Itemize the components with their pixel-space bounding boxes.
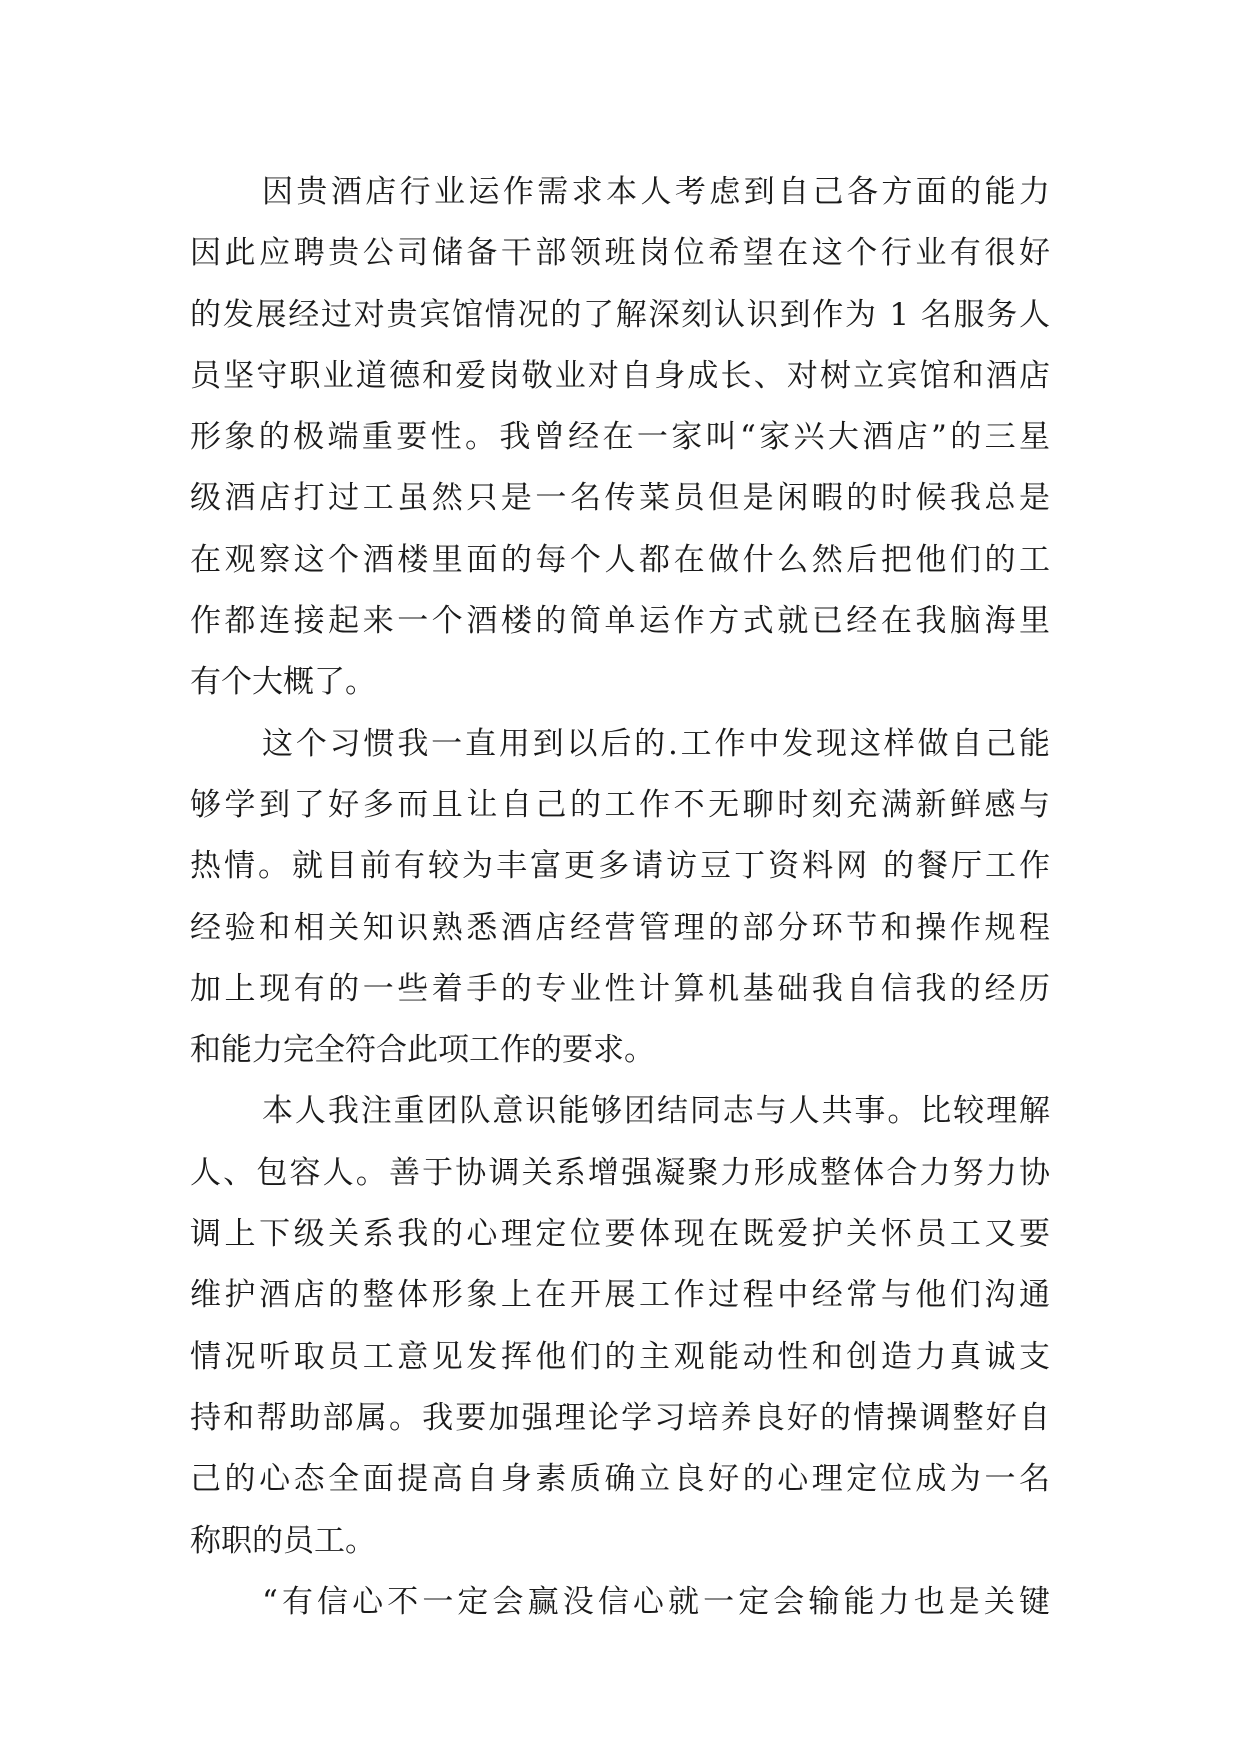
text-line: 在观察这个酒楼里面的每个人都在做什么然后把他们的工 bbox=[190, 541, 1050, 578]
text-line: 和能力完全符合此项工作的要求。 bbox=[190, 1032, 655, 1069]
text-line: 人、包容人。善于协调关系增强凝聚力形成整体合力努力协 bbox=[190, 1154, 1050, 1191]
text-line: 称职的员工。 bbox=[190, 1522, 376, 1559]
text-line: “有信心不一定会赢没信心就一定会输能力也是关键 bbox=[262, 1583, 1050, 1620]
text-line: 员坚守职业道德和爱岗敬业对自身成长、对树立宾馆和酒店 bbox=[190, 357, 1050, 394]
text-line: 本人我注重团队意识能够团结同志与人共事。比较理解 bbox=[262, 1093, 1050, 1130]
text-line: 形象的极端重要性。我曾经在一家叫“家兴大酒店”的三星 bbox=[190, 419, 1050, 456]
text-line: 够学到了好多而且让自己的工作不无聊时刻充满新鲜感与 bbox=[190, 786, 1050, 823]
text-line: 的发展经过对贵宾馆情况的了解深刻认识到作为 1 名服务人 bbox=[190, 296, 1050, 333]
text-line: 维护酒店的整体形象上在开展工作过程中经常与他们沟通 bbox=[190, 1277, 1050, 1314]
body-text bbox=[190, 162, 1050, 1633]
text-line: 调上下级关系我的心理定位要体现在既爱护关怀员工又要 bbox=[190, 1216, 1050, 1253]
text-line: 加上现有的一些着手的专业性计算机基础我自信我的经历 bbox=[190, 970, 1050, 1007]
text-line: 热情。就目前有较为丰富更多请访豆丁资料网 的餐厅工作 bbox=[190, 848, 1050, 885]
text-line: 级酒店打过工虽然只是一名传菜员但是闲暇的时候我总是 bbox=[190, 480, 1050, 517]
text-line: 情况听取员工意见发挥他们的主观能动性和创造力真诚支 bbox=[190, 1338, 1050, 1375]
text-line: 作都连接起来一个酒楼的简单运作方式就已经在我脑海里 bbox=[190, 603, 1050, 640]
text-line: 持和帮助部属。我要加强理论学习培养良好的情操调整好自 bbox=[190, 1399, 1050, 1436]
text-line: 经验和相关知识熟悉酒店经营管理的部分环节和操作规程 bbox=[190, 909, 1050, 946]
text-line: 有个大概了。 bbox=[190, 664, 376, 701]
text-line: 因贵酒店行业运作需求本人考虑到自己各方面的能力 bbox=[262, 174, 1050, 210]
text-line: 己的心态全面提高自身素质确立良好的心理定位成为一名 bbox=[190, 1461, 1050, 1498]
text-line: 这个习惯我一直用到以后的.工作中发现这样做自己能 bbox=[262, 725, 1050, 762]
text-line: 因此应聘贵公司储备干部领班岗位希望在这个行业有很好 bbox=[190, 235, 1050, 272]
